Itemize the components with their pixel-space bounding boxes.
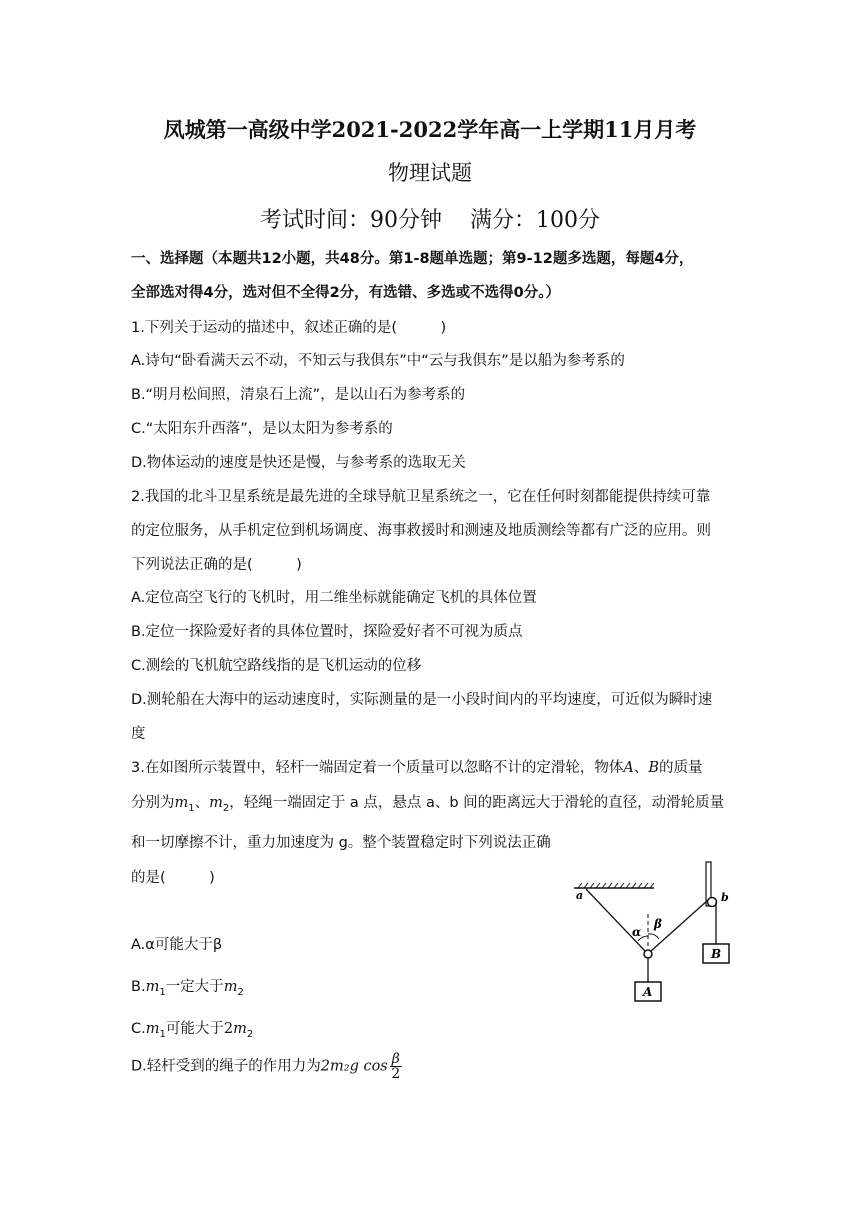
force-formula: 2m₂g cos [320,1058,388,1075]
mass-m1-subscript: 1 [159,1028,166,1040]
q1-option-a: A.诗句“卧看满天云不动，不知云与我俱东”中“云与我俱东”是以船为参考系的 [131,353,625,369]
q2-stem-line2: 的定位服务，从手机定位到机场调度、海事救援时和测速及地质测绘等都有广泛的应用。则 [131,523,711,539]
section-heading-line2: 全部选对得4分，选对但不全得2分，有选错、多选或不选得0分。） [131,285,561,301]
q2-stem-line1: 2.我国的北斗卫星系统是最先进的全球导航卫星系统之一，它在任何时刻都能提供持续可靠 [131,489,711,505]
object-b-label: B [648,760,659,776]
q3-option-a: A.α可能大于β [131,937,223,953]
page-subtitle: 物理试题 [388,161,472,185]
movable-pulley [644,950,652,958]
label-block-b: B [711,947,722,961]
mass-m2-subscript: 2 [246,1028,254,1040]
q2-option-c: C.测绘的飞机航空路线指的是飞机运动的位移 [131,658,422,674]
mass-m1-subscript: 1 [159,986,166,998]
label-beta: β [654,917,662,931]
option-prefix: B. [131,979,146,995]
option-prefix: C. [131,1021,146,1037]
q3-stem-line4: 的是( ) [131,870,215,886]
mass-m2-subscript: 2 [237,986,244,998]
coefficient: 2 [223,1021,234,1037]
mass-m2: m [233,1021,247,1037]
q1-stem: 1.下列关于运动的描述中，叙述正确的是( ) [131,320,447,336]
mass-m1: m [174,795,189,811]
q3-option-c [131,1017,253,1040]
q2-option-d-line2: 度 [131,726,146,742]
fraction-numerator: β [391,1051,400,1067]
mass-m2: m [209,795,223,811]
q3-stem-line2 [131,791,724,814]
fraction [390,1052,402,1081]
q2-option-a: A.定位高空飞行的飞机时，用二维坐标就能确定飞机的具体位置 [131,590,537,606]
mass-m1: m [145,1021,160,1037]
q3-option-b [131,975,244,998]
option-prefix: D.轻杆受到的绳子的作用力为 [131,1058,321,1075]
q1-option-d: D.物体运动的速度是快还是慢，与参考系的选取无关 [131,455,466,471]
pulley-diagram [568,856,748,1008]
label-b: b [721,891,729,904]
q2-option-d-line1: D.测轮船在大海中的运动速度时，实际测量的是一小段时间内的平均速度，可近似为瞬时速 [131,692,713,708]
mass-m2-subscript: 2 [222,802,230,814]
fixed-pulley [708,898,717,907]
label-alpha: α [632,925,642,939]
separator: 、 [633,760,649,776]
q3-stem-text: ，轻绳一端固定于 a 点，悬点 a、b 间的距离远大于滑轮的直径，动滑轮质量 [229,795,725,811]
q3-stem-line3: 和一切摩擦不计，重力加速度为 g。整个装置稳定时下列说法正确 [131,835,551,851]
q3-stem-text: 分别为 [131,795,175,811]
q2-stem-line3: 下列说法正确的是( ) [131,557,302,573]
q3-stem-text: 3.在如图所示装置中，轻杆一端固定着一个质量可以忽略不计的定滑轮，物体 [131,760,624,776]
mass-m1: m [145,979,160,995]
mass-m1-subscript: 1 [188,802,195,814]
q1-option-c: C.“太阳东升西落”，是以太阳为参考系的 [131,421,393,437]
exam-info: 考试时间：90分钟 满分：100分 [260,208,600,233]
label-a: a [576,889,584,902]
object-a-label: A [623,760,634,776]
separator: 、 [194,795,210,811]
section-heading-line1: 一、选择题（本题共12小题，共48分。第1-8题单选题；第9-12题多选题，每题4分， [131,251,694,267]
q2-option-b: B.定位一探险爱好者的具体位置时，探险爱好者不可视为质点 [131,624,523,640]
rope-left [586,889,645,951]
q3-stem-line1 [131,756,702,777]
fraction-denominator: 2 [391,1066,401,1082]
option-text: 可能大于 [165,1021,224,1037]
page-title: 凤城第一高级中学2021-2022学年高一上学期11月月考 [163,117,697,142]
q3-option-d [131,1052,402,1081]
q1-option-b: B.“明月松间照，清泉石上流”，是以山石为参考系的 [131,387,466,403]
q3-stem-text: 的质量 [658,760,703,776]
label-block-a: A [643,985,653,999]
mass-m2: m [223,979,238,995]
angle-beta-arc [648,934,659,939]
option-text: 一定大于 [165,979,224,995]
ceiling [574,883,654,888]
